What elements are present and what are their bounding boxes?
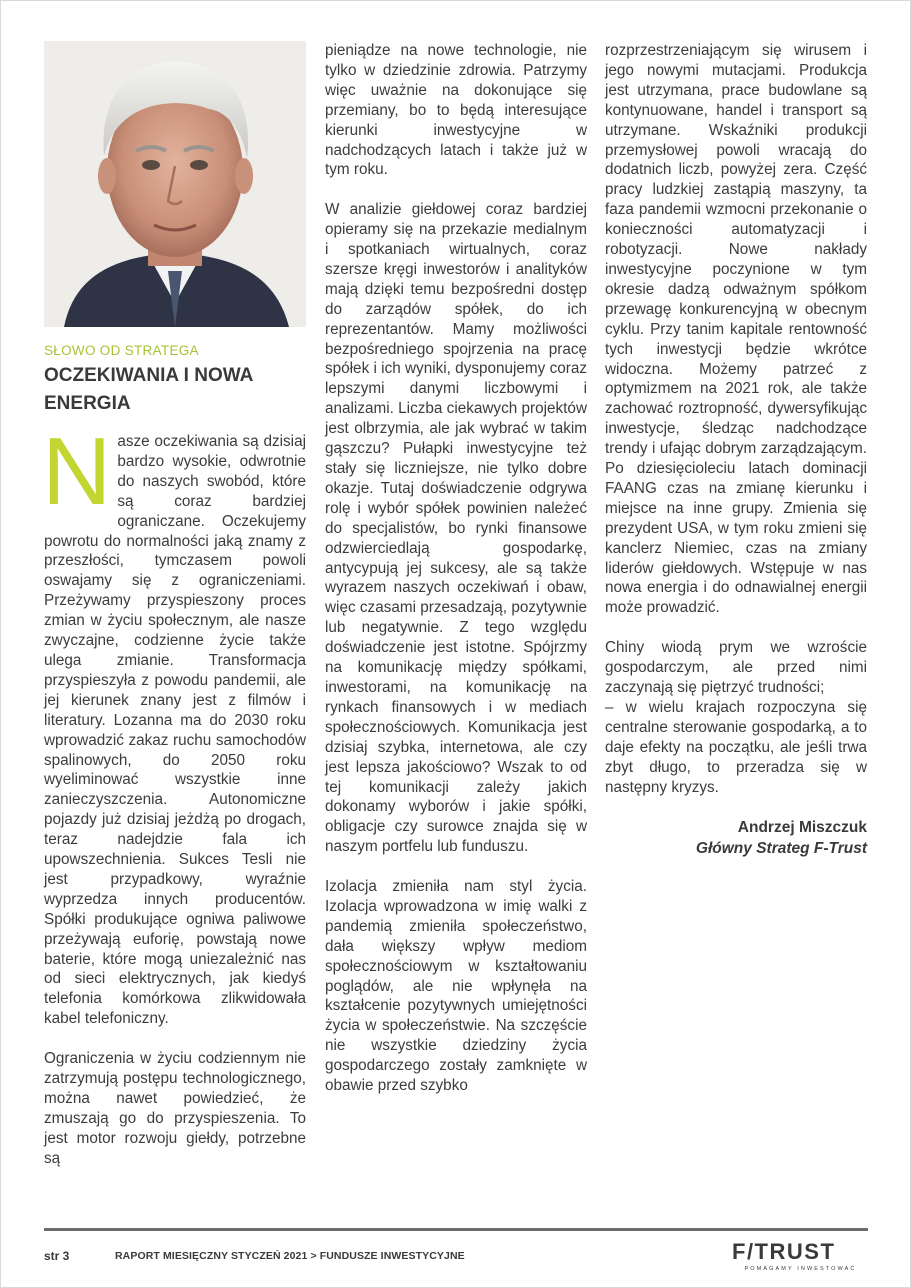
paragraph: Chiny wiodą prym we wzroście gospodarczym, ale przed nimi zaczynają się piętrzyć trudności;: [605, 639, 867, 696]
author-portrait-image: [44, 41, 306, 327]
running-head: RAPORT MIESIĘCZNY STYCZEŃ 2021 > FUNDUSZE INWESTYCYJNE: [115, 1250, 465, 1262]
signature: [605, 817, 867, 859]
section-kicker: SŁOWO OD STRATEGA: [44, 343, 199, 358]
paragraph: rozprzestrzeniającym się wirusem i jego nowymi mutacjami. Produkcja jest utrzymana, prace budowlane są kontynuowane, handel i transport są utrzymane. Wskaźniki produkcji przemysłowej powoli wracają do dodatnich liczb, powyżej zera. Część pracy ludzkiej zastąpią maszyny, ta faza pandemii wzmocni przekonanie o konieczności automatyzacji i robotyzacji. Nowe nakłady inwestycyjne poczynione w tym okresie dadzą odważnym spółkom przewagę konkurencyjną w obecnym cyklu. Przy tanim kapitale rentowność tych inwestycji będzie wkrótce widoczna. Możemy patrzeć z optymizmem na 2021 rok, ale także zachować roztropność, dywersyfikując inwestycje, śledząc nadchodzące trendy i ufając dobrym zarządzającym. Po dziesięcioleciu latach dominacji FAANG czas na zmianę kierunku i miejsce na inne grupy. Zmienia się prezydent USA, w tym roku zmieni się kanclerz Niemiec, czas na zmiany liderów giełdowych. Wstępuje w nas nowa energia i do odnawialnej energii może prowadzić.: [605, 42, 867, 617]
ftrust-logo: [732, 1240, 869, 1276]
paragraph: – w wielu krajach rozpoczyna się centralne sterowanie gospodarką, a to daje efekty na początku, ale jeśli trwa zbyt długo, to przeradza się w następny kryzys.: [605, 698, 867, 796]
author-name: Andrzej Miszczuk: [737, 819, 867, 837]
logo-tagline: POMAGAMY INWESTOWAĆ: [744, 1266, 857, 1272]
paragraph: [42, 418, 306, 1029]
author-photo: [44, 41, 306, 327]
text-column-1: [42, 418, 306, 1188]
author-title: Główny Strateg F-Trust: [695, 840, 867, 858]
drop-cap: N: [42, 418, 112, 525]
paragraph: pieniądze na nowe technologie, nie tylko w dziedzinie zdrowia. Patrzymy więc uważnie na dokonujące się przemiany, bo to będą interesujące kierunki inwestycyjne w nadchodzących latach i także już w tym roku.: [325, 42, 587, 179]
footer-rule: [44, 1228, 868, 1231]
paragraph: Izolacja zmieniła nam styl życia. Izolacja wprowadzona w imię walki z pandemią zmieniła społeczeństwo, dała większy wpływ mediom społecznościowym w kształtowaniu poglądów, ale nie wpłynęła na kształcenie pozytywnych umiejętności życia w społeczeństwie. Na szczęście nie wszystkie dziedziny życia gospodarczego zostały zamknięte w obawie przed szybko: [325, 878, 587, 1095]
text-column-2: [325, 41, 587, 1116]
article-headline: OCZEKIWANIA I NOWA ENERGIA: [44, 365, 253, 414]
paragraph: Ograniczenia w życiu codziennym nie zatrzymują postępu technologicznego, można nawet powiedzieć, że zmuszają go do przyspieszenia. To jest motor rozwoju giełdy, potrzebne są: [44, 1050, 306, 1167]
page-number: str 3: [44, 1249, 70, 1263]
text-column-3: [605, 41, 867, 879]
logo-wordmark: F/TRUST: [732, 1239, 836, 1264]
paragraph: W analizie giełdowej coraz bardziej opieramy się na przekazie medialnym i spotkaniach wirtualnych, coraz szersze kręgi inwestorów i analityków mają dzięki temu bezpośredni dostęp do zarządów spółek, do ich reprezentantów. Mamy możliwości bezpośredniego spojrzenia na pracę spółek i ich wyniki, dysponujemy coraz lepszymi danymi liczbowymi i analizami. Liczba ciekawych projektów jest olbrzymia, ale jak wybrać w takim gąszczu? Pułapki inwestycyjne też stały się liczniejsze, nie tylko dobre okazje. Tutaj doświadczenie odgrywa rolę i wybór spółek powinien należeć do specjalistów, bo rynki finansowe odzwierciedlają gospodarkę, antycypują jej sukcesy, ale są także wyrazem naszych oczekiwań i obaw, więc czasami przesadzają, pozytywnie lub negatywnie. Z tego względu doświadczenie jest istotne. Spójrzmy na komunikację między spółkami, inwestorami, na komunikację na rynkach finansowych i w mediach społecznościowych. Komunikacja jest dzisiaj szybka, internetowa, ale czy jest lepsza jakościowo? Wszak to od tej komunikacji zależy jakich dokonamy wyborów i jakie spółki, obligacje czy surowce znajda się w naszym portfelu lub funduszu.: [325, 201, 587, 856]
paragraph-text: asze oczekiwania są dzisiaj bardzo wysokie, odwrotnie do naszych swobód, które są coraz bardziej ograniczane. Oczekujemy powrotu do normalności jaką znamy z przeszłości, tymczasem powoli oswajamy się z ograniczeniami. Przeżywamy przyspieszony proces zmian w życiu społecznym, ale nasze zwyczajne, codzienne życie także ulega zmianie. Transformacja przyspieszyła z powodu pandemii, ale jej kierunek znany jest z filmów i literatury. Lozanna ma do 2030 roku wprowadzić zakaz ruchu samochodów spalinowych, do 2050 roku wyeliminować wszystkie inne zanieczyszczenia. Autonomiczne pojazdy już dzisiaj jeżdżą po drogach, teraz nadejdzie fala ich upowszechnienia. Sukces Tesli nie jest przypadkowy, wyraźnie wyprzedza innych producentów. Spółki produkujące ogniwa paliwowe przeżywają euforię, powstają nowe baterie, które mogą uniezależnić nas od sieci elektrycznych, jak kiedyś telefonia komórkowa zlikwidowała kabel telefoniczny.: [44, 433, 306, 1028]
